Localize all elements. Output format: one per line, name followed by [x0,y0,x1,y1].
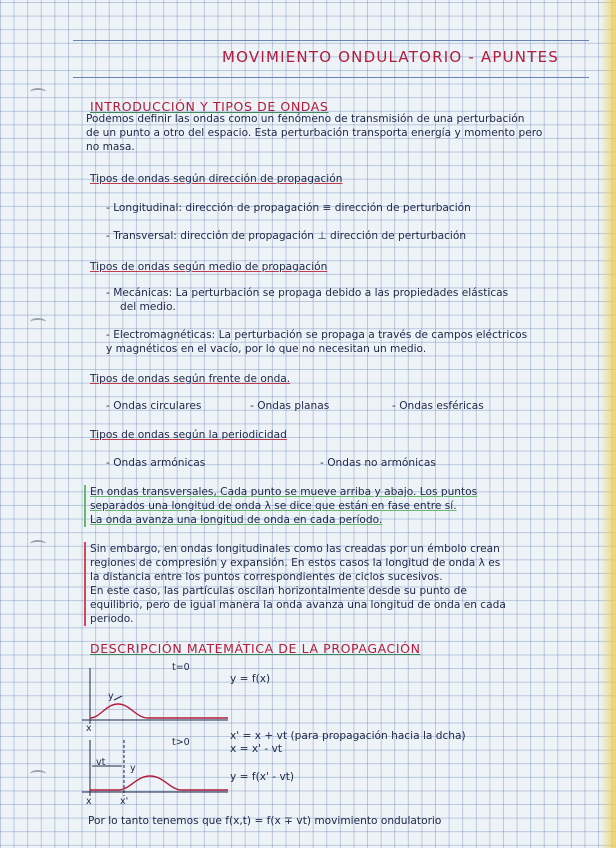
transversal-line: - Transversal: dirección de propagación ⊥ dirección de perturbación [106,230,467,242]
graph-t1-time: t>0 [172,737,190,748]
mechanical-line-2: del medio. [120,301,176,313]
graph-t1-x-prime-label: x' [120,796,129,807]
longitudinal-para-line-5: equilibrio, pero de igual manera la onda avanza una longitud de onda en cada [90,599,506,611]
transverse-para-line-1: En ondas transversales, Cada punto se mueve arriba y abajo. Los puntos [90,486,478,498]
mechanical-line-1: - Mecánicas: La perturbación se propaga debido a las propiedades elásticas [106,287,509,299]
graph-t0-x-label: x [86,723,92,734]
equation-result: y = f(x' - vt) [230,771,295,783]
intro-heading: INTRODUCCIÓN Y TIPOS DE ONDAS [90,99,329,114]
intro-line-1: Podemos definir las ondas como un fenómeno de transmisión de una perturbación [86,113,525,125]
page-title: MOVIMIENTO ONDULATORIO - APUNTES [222,48,559,66]
punch-hole [30,88,46,96]
em-line-2: y magnéticos en el vacío, por lo que no necesitan un medio. [106,343,427,355]
longitudinal-para-line-6: periodo. [90,613,134,625]
transverse-para-line-2: separados una longitud de onda λ se dice que están en fase entre sí. [90,500,457,512]
longitudinal-line: - Longitudinal: dirección de propagación ≡ dirección de perturbación [106,202,471,214]
graph-t1 [78,736,238,806]
longitudinal-para-marker [84,542,86,626]
punch-hole [30,540,46,548]
graph-t0-pulse [90,704,228,718]
conclusion-line: Por lo tanto tenemos que f(x,t) = f(x ∓ vt) movimiento ondulatorio [88,815,442,827]
front-item-plane: - Ondas planas [250,400,330,412]
front-item-spherical: - Ondas esféricas [392,400,484,412]
equation-transform-2: x = x' - vt [230,743,283,755]
math-heading: DESCRIPCIÓN MATEMÁTICA DE LA PROPAGACIÓN [90,641,421,656]
equation-transform: x' = x + vt (para propagación hacia la dcha) [230,730,466,742]
graph-t1-pulse [90,776,228,790]
period-item-harmonic: - Ondas armónicas [106,457,206,469]
front-item-circular: - Ondas circulares [106,400,202,412]
intro-line-2: de un punto a otro del espacio. Esta perturbación transporta energía y momento pero [86,127,543,139]
page-edge [600,0,616,848]
graph-t0 [78,662,238,732]
front-title: Tipos de ondas según frente de onda. [90,373,291,385]
longitudinal-para-line-4: En este caso, las partículas oscilan horizontalmente desde su punto de [90,585,467,597]
graph-t1-y-label: y [130,763,136,774]
longitudinal-para-line-2: regiones de compresión y expansión. En estos casos la longitud de onda λ es [90,557,501,569]
period-item-nonharmonic: - Ondas no armónicas [320,457,436,469]
graph-t0-time: t=0 [172,662,190,673]
graph-t1-x-label: x [86,796,92,807]
transverse-para-marker [84,485,86,527]
graph-t0-arrow [114,696,122,700]
intro-line-3: no masa. [86,141,135,153]
em-line-1: - Electromagnéticas: La perturbación se propaga a través de campos eléctricos [106,329,528,341]
graph-t0-y-label: y [108,691,114,702]
graph-t0-equation: y = f(x) [230,673,271,685]
direction-title: Tipos de ondas según dirección de propagación [90,173,343,185]
graph-t1-vt-label: vt [96,757,106,768]
punch-hole [30,318,46,326]
transverse-para-line-3: La onda avanza una longitud de onda en cada período. [90,514,383,526]
punch-hole [30,770,46,778]
period-title: Tipos de ondas según la periodicidad [90,429,287,441]
longitudinal-para-line-3: la distancia entre los puntos correspondientes de ciclos sucesivos. [90,571,443,583]
longitudinal-para-line-1: Sin embargo, en ondas longitudinales como las creadas por un émbolo crean [90,543,500,555]
medium-title: Tipos de ondas según medio de propagación [90,261,328,273]
